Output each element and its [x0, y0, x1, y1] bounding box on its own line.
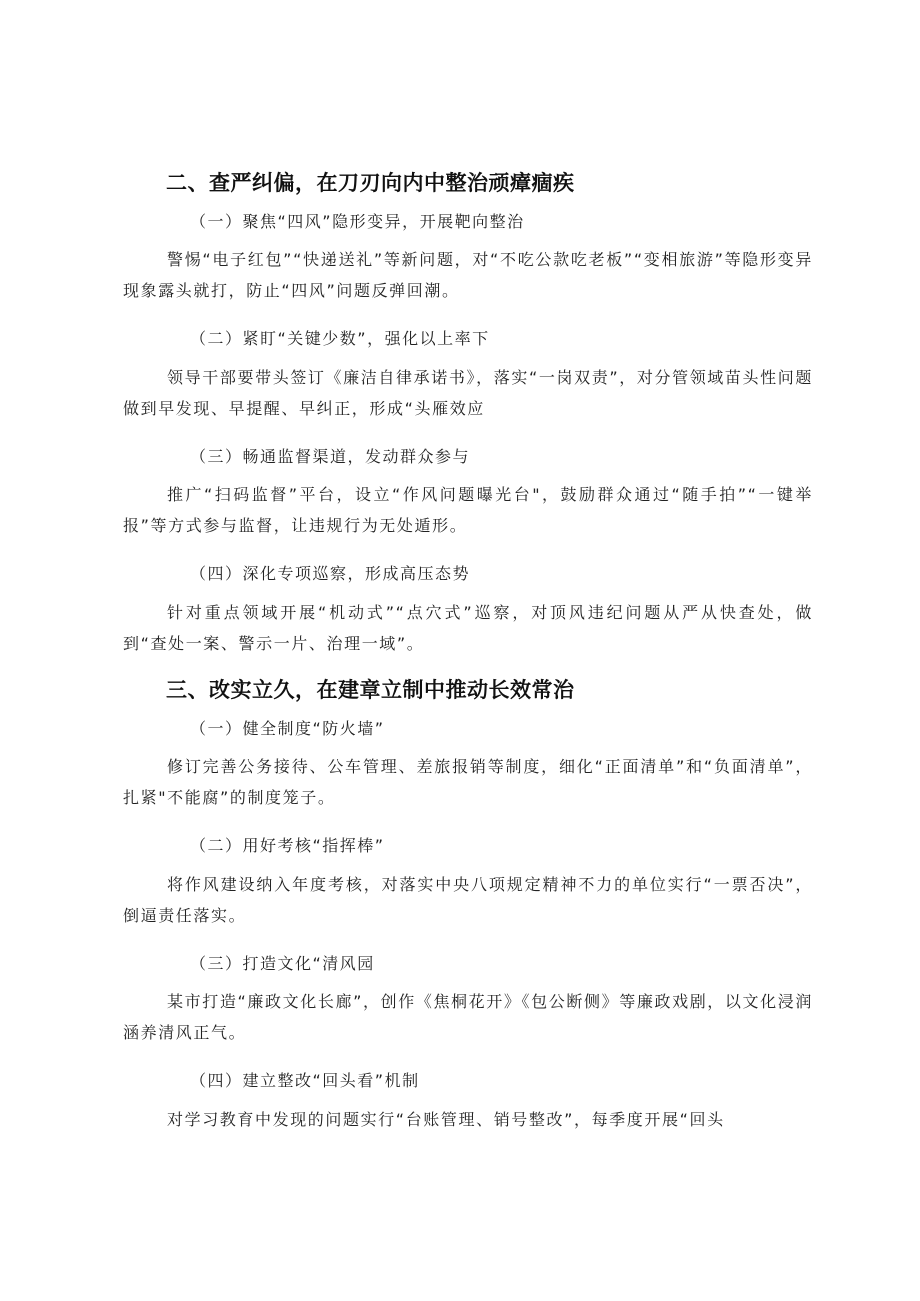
section-2-subheading-1: （一）聚焦“四风”隐形变异，开展靶向整治 [190, 212, 525, 231]
section-3-subheading-4: （四）建立整改“回头看”机制 [190, 1071, 420, 1090]
section-2-heading: 二、查严纠偏，在刀刃向内中整治顽瘴痼疾 [166, 171, 575, 195]
section-3-subheading-1: （一）健全制度“防火墙” [190, 719, 385, 738]
section-3-subheading-3: （三）打造文化“清风园 [190, 954, 375, 973]
section-2-paragraph-4: 针对重点领域开展“机动式”“点穴式”巡察，对顶风违纪问题从严从快查处，做到“查处一案、警示一片、治理一域”。 [123, 603, 813, 653]
section-2-paragraph-3: 推广“扫码监督”平台，设立“作风问题曝光台"，鼓励群众通过“随手拍”“一键举报”等方式参与监督，让违规行为无处遁形。 [123, 485, 813, 535]
section-3-paragraph-2: 将作风建设纳入年度考核，对落实中央八项规定精神不力的单位实行“一票否决”，倒逼责任落实。 [123, 875, 813, 925]
section-3-paragraph-1: 修订完善公务接待、公车管理、差旅报销等制度，细化“正面清单”和“负面清单”，扎紧"不能腐”的制度笼子。 [123, 757, 813, 807]
section-2-subheading-4: （四）深化专项巡察，形成高压态势 [190, 564, 471, 583]
section-3-subheading-2: （二）用好考核“指挥棒” [190, 836, 385, 855]
section-3-paragraph-4: 对学习教育中发现的问题实行“台账管理、销号整改”，每季度开展“回头 [167, 1110, 725, 1129]
section-2-subheading-2: （二）紧盯“关键少数”，强化以上率下 [190, 329, 490, 348]
section-2-paragraph-2: 领导干部要带头签订《廉洁自律承诺书》，落实“一岗双责”，对分管领域苗头性问题做到早发现、早提醒、早纠正，形成“头雁效应 [123, 368, 813, 418]
section-2-paragraph-1: 警惕“电子红包”“快递送礼”等新问题，对“不吃公款吃老板”“变相旅游”等隐形变异现象露头就打，防止“四风”问题反弹回潮。 [123, 250, 813, 300]
section-3-heading: 三、改实立久，在建章立制中推动长效常治 [166, 678, 575, 702]
section-3-paragraph-3: 某市打造“廉政文化长廊”，创作《焦桐花开》《包公断侧》等廉政戏剧，以文化浸润涵养清风正气。 [123, 992, 813, 1042]
section-2-subheading-3: （三）畅通监督渠道，发动群众参与 [190, 447, 471, 466]
